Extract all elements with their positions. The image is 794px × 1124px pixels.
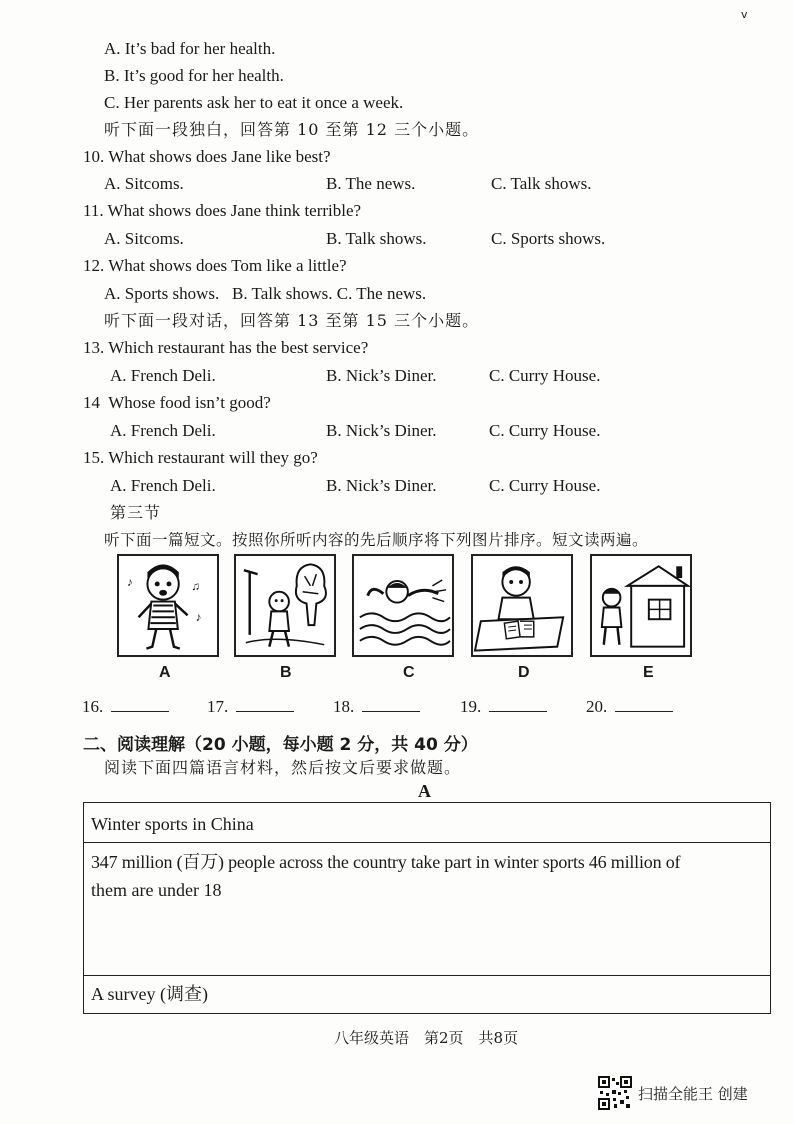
q9-option-c: C. Her parents ask her to eat it once a week. <box>104 93 404 112</box>
blank-number: 19. <box>460 697 482 716</box>
part2-heading: 二、阅读理解（20 小题，每小题 2 分，共 40 分） <box>83 735 478 755</box>
picture-label-a: A <box>159 664 171 681</box>
page-footer: 八年级英语 第2页 共8页 <box>334 1029 519 1047</box>
q11-option-b: B. Talk shows. <box>326 229 427 248</box>
picture-b-girl-park <box>234 554 336 657</box>
answer-blank-19[interactable] <box>460 697 547 717</box>
q11-option-a: A. Sitcoms. <box>104 229 184 248</box>
qr-code-icon <box>598 1076 632 1110</box>
blank-line <box>111 697 169 712</box>
blank-number: 17. <box>207 697 229 716</box>
picture-c-swimming <box>352 554 454 657</box>
q15-stem: 15. Which restaurant will they go? <box>83 448 318 467</box>
q15-option-b: B. Nick’s Diner. <box>326 476 437 495</box>
q14-option-a: A. French Deli. <box>110 421 216 440</box>
q10-option-b: B. The news. <box>326 174 416 193</box>
instruction-10-12: 听下面一段独白，回答第 10 至第 12 三个小题。 <box>104 120 480 139</box>
q10-stem: 10. What shows does Jane like best? <box>83 147 331 166</box>
instruction-13-15: 听下面一段对话，回答第 13 至第 15 三个小题。 <box>104 311 480 330</box>
svg-text:♫: ♫ <box>191 579 201 593</box>
blank-number: 18. <box>333 697 355 716</box>
q10-option-c: C. Talk shows. <box>491 174 592 193</box>
q13-option-c: C. Curry House. <box>489 366 601 385</box>
svg-text:♪: ♪ <box>126 575 133 589</box>
blank-line <box>236 697 294 712</box>
table-row-stat-line1: 347 million (百万) people across the country take part in winter sports 46 million of <box>91 852 681 872</box>
picture-e-boy-house <box>590 554 692 657</box>
table-divider <box>84 842 770 843</box>
q13-stem: 13. Which restaurant has the best service? <box>83 338 369 357</box>
passage-label: A <box>418 781 431 801</box>
blank-line <box>489 697 547 712</box>
q14-stem: 14 Whose food isn’t good? <box>83 393 271 412</box>
q14-option-b: B. Nick’s Diner. <box>326 421 437 440</box>
q11-option-c: C. Sports shows. <box>491 229 606 248</box>
q14-option-c: C. Curry House. <box>489 421 601 440</box>
boy-reading-illustration <box>473 556 571 655</box>
blank-line <box>362 697 420 712</box>
boy-singing-illustration <box>119 556 217 655</box>
table-row-title: Winter sports in China <box>91 814 254 834</box>
scanner-watermark: 扫描全能王 创建 <box>638 1085 748 1103</box>
picture-a-boy-singing <box>117 554 219 657</box>
picture-label-d: D <box>518 664 530 681</box>
blank-number: 16. <box>82 697 104 716</box>
swimming-illustration <box>354 556 452 655</box>
q13-option-b: B. Nick’s Diner. <box>326 366 437 385</box>
q10-option-a: A. Sitcoms. <box>104 174 184 193</box>
answer-blank-16[interactable] <box>82 697 169 717</box>
q13-option-a: A. French Deli. <box>110 366 216 385</box>
q12-options: A. Sports shows. B. Talk shows. C. The news. <box>104 284 427 303</box>
answer-blank-20[interactable] <box>586 697 673 717</box>
picture-label-b: B <box>280 664 292 681</box>
table-row-stat-line2: them are under 18 <box>91 880 222 900</box>
answer-blank-18[interactable] <box>333 697 420 717</box>
part2-instruction: 阅读下面四篇语言材料，然后按文后要求做题。 <box>104 758 462 777</box>
passage-a-table <box>83 802 771 1014</box>
blank-number: 20. <box>586 697 608 716</box>
q15-option-c: C. Curry House. <box>489 476 601 495</box>
answer-blank-17[interactable] <box>207 697 294 717</box>
q12-stem: 12. What shows does Tom like a little? <box>83 256 347 275</box>
q11-stem: 11. What shows does Jane think terrible? <box>83 201 362 220</box>
corner-mark: v <box>741 8 748 21</box>
picture-label-c: C <box>403 664 415 681</box>
q9-option-a: A. It’s bad for her health. <box>104 39 276 58</box>
picture-label-e: E <box>643 664 654 681</box>
section3-title: 第三节 <box>110 503 162 522</box>
picture-d-boy-reading <box>471 554 573 657</box>
table-row-survey: A survey (调查) <box>91 984 208 1004</box>
section3-instruction: 听下面一篇短文。按照你所听内容的先后顺序将下列图片排序。短文读两遍。 <box>104 531 649 549</box>
svg-text:♪: ♪ <box>195 611 202 625</box>
boy-near-house-illustration <box>592 556 690 655</box>
table-divider <box>84 975 770 976</box>
blank-line <box>615 697 673 712</box>
q15-option-a: A. French Deli. <box>110 476 216 495</box>
girl-in-park-illustration <box>236 556 334 655</box>
q9-option-b: B. It’s good for her health. <box>104 66 284 85</box>
